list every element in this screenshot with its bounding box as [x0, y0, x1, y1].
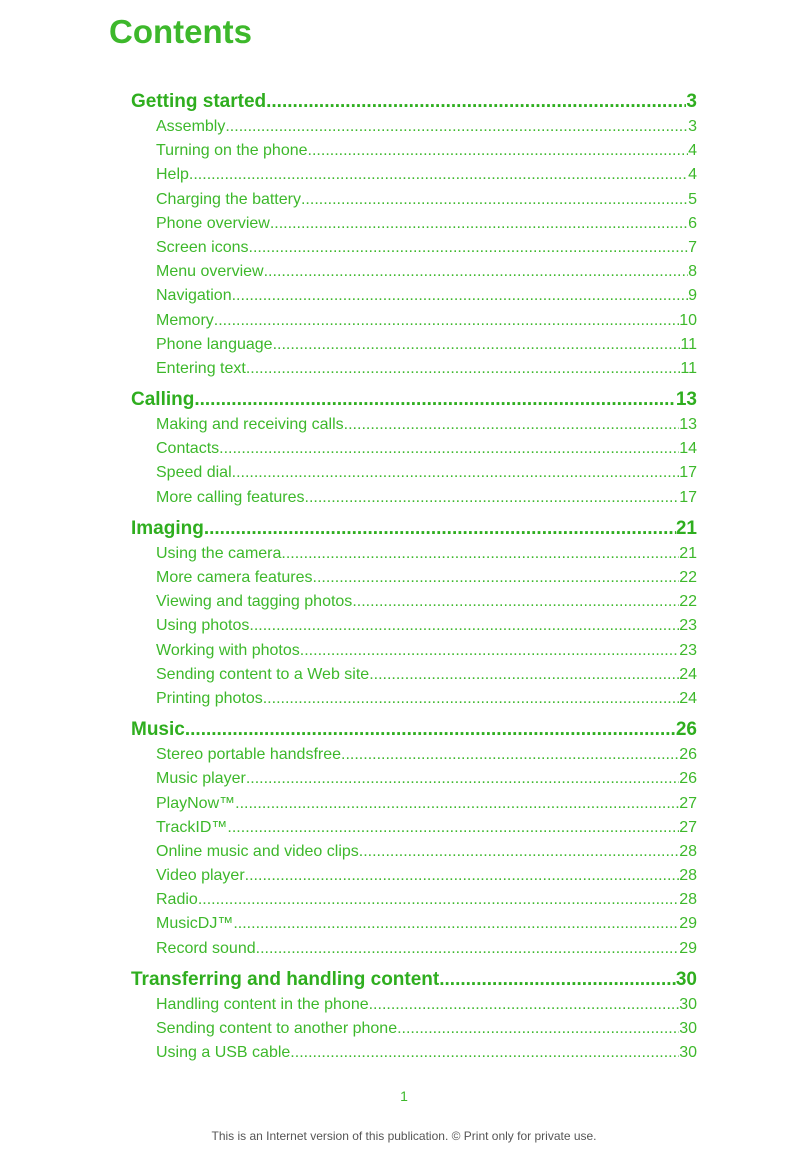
- toc-entry-title: Phone language: [156, 335, 273, 353]
- toc-entry-title: More camera features: [156, 569, 313, 586]
- toc-entry-title: Screen icons: [156, 238, 249, 256]
- toc-entry[interactable]: [131, 333, 697, 357]
- toc-entry-page: 23: [679, 641, 697, 659]
- dot-leader: [397, 1017, 679, 1041]
- toc-entry-page: 8: [688, 263, 697, 281]
- toc-entry[interactable]: [131, 139, 697, 163]
- toc-entry-page: 27: [679, 794, 697, 812]
- toc-entry-title: Using the camera: [156, 544, 282, 562]
- dot-leader: [227, 816, 679, 840]
- toc-entry-title: Charging the battery: [156, 190, 301, 208]
- toc-heading[interactable]: [131, 516, 697, 542]
- toc-entry-title: Using photos: [156, 617, 250, 635]
- toc-entry-page: 23: [679, 617, 697, 635]
- dot-leader: [270, 212, 688, 236]
- toc-entry-title: Speed dial: [156, 464, 232, 482]
- dot-leader: [256, 937, 680, 961]
- toc-entry-title: Navigation: [156, 287, 232, 305]
- toc-entry-page: 4: [688, 166, 697, 184]
- toc-entry-title: Contacts: [156, 440, 220, 458]
- toc-entry[interactable]: [131, 486, 697, 510]
- toc-entry[interactable]: [131, 188, 697, 212]
- page-number: 1: [400, 1088, 408, 1104]
- toc-heading-page: 30: [675, 968, 697, 990]
- toc-entry[interactable]: [131, 816, 697, 840]
- dot-leader: [232, 284, 688, 308]
- toc-heading[interactable]: [131, 387, 697, 413]
- toc-entry[interactable]: [131, 888, 697, 912]
- toc-entry-page: 28: [679, 867, 697, 885]
- toc-entry[interactable]: [131, 542, 697, 566]
- toc-entry-page: 5: [688, 190, 697, 208]
- dot-leader: [235, 792, 679, 816]
- toc-entry[interactable]: [131, 212, 697, 236]
- toc-entry[interactable]: [131, 284, 697, 308]
- toc-entry[interactable]: [131, 1041, 697, 1065]
- toc-entry-title: TrackID™: [156, 818, 228, 836]
- toc-entry[interactable]: [131, 260, 697, 284]
- toc-heading-title: Getting started: [131, 91, 267, 112]
- toc-heading-title: Imaging: [131, 517, 204, 539]
- dot-leader: [281, 542, 679, 566]
- dot-leader: [369, 993, 680, 1017]
- dot-leader: [439, 967, 676, 993]
- dot-leader: [369, 663, 679, 687]
- toc-entry-page: 24: [679, 665, 697, 683]
- toc-entry-title: Online music and video clips: [156, 842, 359, 860]
- toc-entry-title: Menu overview: [156, 263, 264, 281]
- toc-section: [131, 516, 697, 711]
- toc-entry-page: 14: [679, 440, 697, 458]
- toc-entry-page: 30: [679, 1020, 697, 1037]
- toc-entry[interactable]: [131, 115, 697, 139]
- toc-entry-page: 13: [679, 416, 697, 434]
- dot-leader: [225, 115, 688, 139]
- dot-leader: [290, 1041, 679, 1065]
- toc-entry[interactable]: [131, 743, 697, 767]
- toc-entry-page: 30: [679, 1044, 697, 1062]
- toc-section: [131, 387, 697, 510]
- toc-entry-title: Stereo portable handsfree: [156, 746, 342, 764]
- toc-entry-page: 30: [679, 995, 697, 1013]
- footer-note: This is an Internet version of this publication. © Print only for private use.: [211, 1129, 597, 1143]
- toc-entry-page: 11: [680, 359, 697, 377]
- dot-leader: [194, 387, 676, 413]
- toc-entry-page: 9: [688, 287, 697, 305]
- toc-entry-title: Phone overview: [156, 214, 270, 232]
- toc-entry-title: Turning on the phone: [156, 142, 308, 160]
- toc-entry-page: 22: [679, 593, 697, 611]
- toc-entry-title: Sending content to a Web site: [156, 665, 370, 683]
- toc-entry[interactable]: [131, 163, 697, 187]
- dot-leader: [185, 717, 676, 743]
- toc-heading-page: 3: [686, 91, 697, 112]
- toc-entry[interactable]: [131, 663, 697, 687]
- toc-entry[interactable]: [131, 590, 697, 614]
- toc-entry-title: Help: [156, 166, 189, 184]
- toc-heading-page: 13: [675, 389, 697, 411]
- toc-entry[interactable]: [131, 1017, 697, 1041]
- toc-entry-page: 28: [679, 842, 697, 860]
- toc-entry[interactable]: [131, 413, 697, 437]
- toc-entry[interactable]: [131, 236, 697, 260]
- toc-entry-title: Printing photos: [156, 689, 263, 707]
- toc-entry-title: Radio: [156, 891, 198, 909]
- dot-leader: [301, 188, 688, 212]
- toc-entry-title: PlayNow™: [156, 794, 236, 812]
- toc-entry-title: Working with photos: [156, 641, 300, 659]
- dot-leader: [308, 139, 689, 163]
- toc-entry-title: More calling features: [156, 488, 305, 506]
- toc-entry[interactable]: [131, 687, 697, 711]
- dot-leader: [266, 89, 686, 115]
- dot-leader: [249, 236, 689, 260]
- toc-entry-page: 17: [679, 464, 697, 482]
- toc-entry[interactable]: [131, 993, 697, 1017]
- toc-heading-title: Music: [131, 719, 185, 741]
- toc-entry-page: 22: [679, 569, 697, 586]
- dot-leader: [263, 687, 679, 711]
- toc-entry[interactable]: [131, 792, 697, 816]
- dot-leader: [204, 516, 676, 542]
- dot-leader: [219, 437, 679, 461]
- toc-heading-title: Calling: [131, 389, 195, 411]
- toc-entry-page: 27: [679, 818, 697, 836]
- toc-entry[interactable]: [131, 840, 697, 864]
- toc-heading-page: 26: [675, 719, 697, 741]
- toc-heading[interactable]: [131, 717, 697, 743]
- toc-entry-page: 28: [679, 891, 697, 909]
- toc-entry[interactable]: [131, 864, 697, 888]
- page-title: Contents: [109, 13, 252, 50]
- dot-leader: [189, 163, 688, 187]
- dot-leader: [249, 614, 679, 638]
- toc-entry-title: Video player: [156, 867, 245, 885]
- dot-leader: [341, 743, 679, 767]
- dot-leader: [359, 840, 679, 864]
- toc-entry[interactable]: [131, 461, 697, 485]
- toc-entry-title: Sending content to another phone: [156, 1020, 398, 1037]
- toc-section: [131, 89, 697, 381]
- dot-leader: [232, 461, 680, 485]
- toc-entry-title: Entering text: [156, 359, 246, 377]
- toc-heading[interactable]: [131, 967, 697, 993]
- toc-entry-page: 26: [679, 746, 697, 764]
- toc-entry-page: 17: [679, 488, 697, 506]
- toc-heading[interactable]: [131, 89, 697, 115]
- dot-leader: [273, 333, 681, 357]
- toc-entry-title: Handling content in the phone: [156, 995, 369, 1013]
- toc-entry-page: 26: [679, 770, 697, 788]
- toc-entry-page: 21: [679, 544, 697, 562]
- toc-entry-title: Using a USB cable: [156, 1044, 291, 1062]
- toc-entry[interactable]: [131, 437, 697, 461]
- toc-entry-page: 29: [679, 939, 697, 957]
- dot-leader: [233, 912, 679, 936]
- toc-entry-title: Viewing and tagging photos: [156, 593, 353, 611]
- dot-leader: [246, 767, 679, 791]
- toc-entry-page: 10: [679, 311, 697, 329]
- toc-entry[interactable]: [131, 614, 697, 638]
- toc-section: [131, 967, 697, 1066]
- toc-entry-page: 4: [688, 142, 697, 160]
- toc-entry[interactable]: [131, 767, 697, 791]
- toc-heading-page: 21: [675, 517, 697, 539]
- toc-entry-title: Record sound: [156, 939, 256, 957]
- toc-entry-title: Assembly: [156, 118, 226, 135]
- toc-entry-page: 11: [680, 335, 697, 353]
- toc-entry-title: MusicDJ™: [156, 915, 234, 933]
- toc-entry-title: Music player: [156, 770, 246, 788]
- toc-entry[interactable]: [131, 937, 697, 961]
- toc-entry-title: Making and receiving calls: [156, 416, 344, 434]
- toc-entry-page: 29: [679, 915, 697, 933]
- toc-entry[interactable]: [131, 309, 697, 333]
- toc-entry-page: 3: [688, 118, 697, 135]
- toc-entry-page: 7: [688, 238, 697, 256]
- dot-leader: [313, 566, 680, 590]
- dot-leader: [305, 486, 680, 510]
- toc-entry-title: Memory: [156, 311, 214, 329]
- dot-leader: [352, 590, 679, 614]
- toc-entry-page: 24: [679, 689, 697, 707]
- toc-entry-page: 6: [688, 214, 697, 232]
- toc-entry[interactable]: [131, 357, 697, 381]
- dot-leader: [246, 357, 681, 381]
- toc-section: [131, 717, 697, 961]
- dot-leader: [300, 639, 679, 663]
- toc-entry[interactable]: [131, 639, 697, 663]
- dot-leader: [245, 864, 680, 888]
- dot-leader: [264, 260, 688, 284]
- toc-heading-title: Transferring and handling content: [131, 968, 440, 990]
- dot-leader: [344, 413, 680, 437]
- dot-leader: [198, 888, 679, 912]
- toc-entry[interactable]: [131, 566, 697, 590]
- toc-entry[interactable]: [131, 912, 697, 936]
- dot-leader: [214, 309, 679, 333]
- table-of-contents: [131, 89, 697, 1071]
